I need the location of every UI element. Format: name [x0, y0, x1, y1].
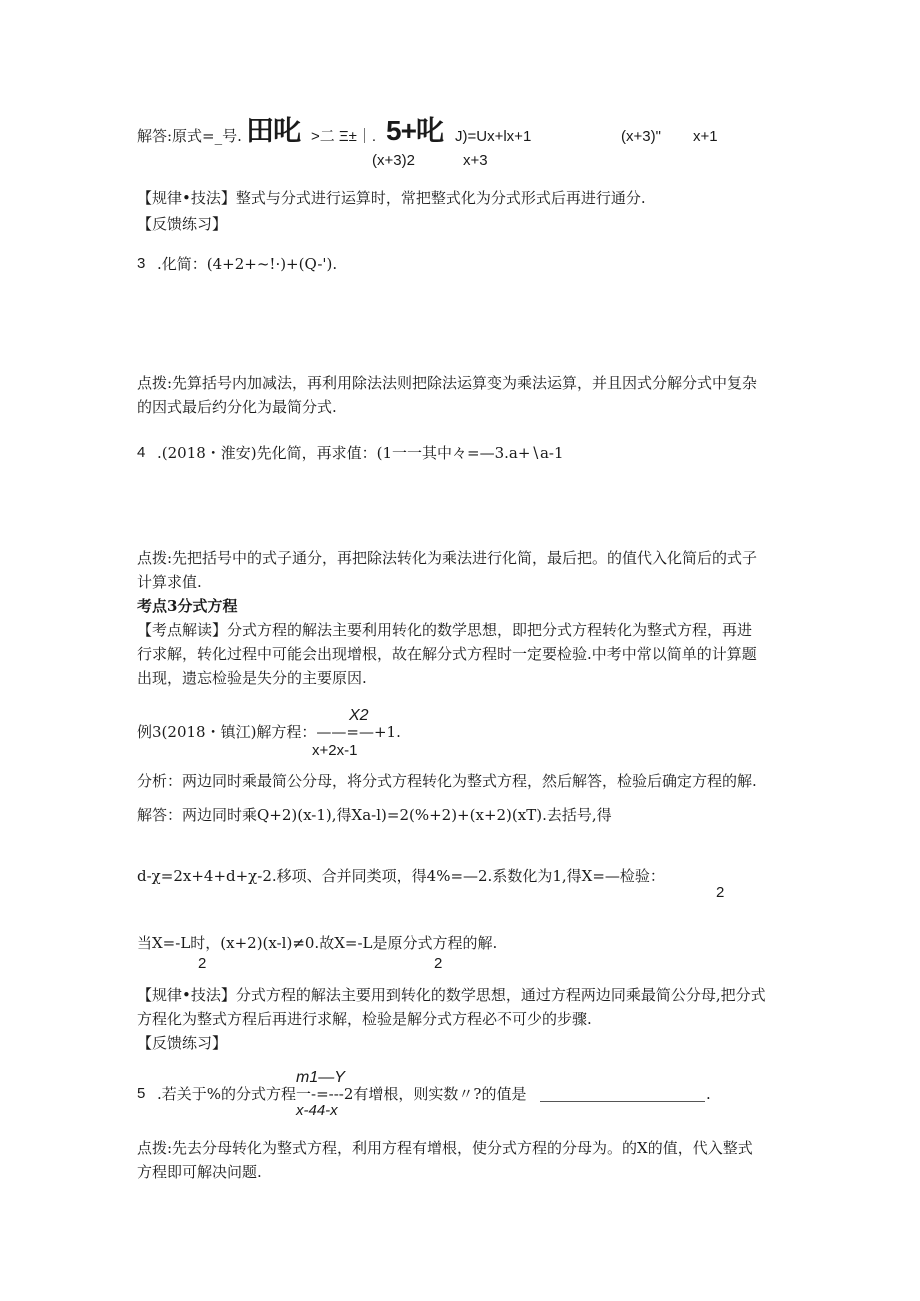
- hint-3-line-1: 点拨:先算括号内加减法，再利用除法法则把除法运算变为乘法运算，并且因式分解分式中复杂: [137, 374, 758, 392]
- feedback-heading-2: 【反馈练习】: [137, 1034, 228, 1052]
- question-5-end: .: [706, 1085, 711, 1103]
- rule-technique-2-line-2: 方程化为整式方程后再进行求解，检验是解分式方程必不可少的步骤.: [137, 1010, 592, 1028]
- check-line: 当X=-L时，(x+2)(x-l)≠0.故X=-L是原分式方程的解.: [137, 934, 498, 952]
- question-3-number: 3: [137, 255, 146, 272]
- question-5-text: .若关于%的分式方程一-=---2有增根，则实数〃?的值是: [157, 1085, 527, 1103]
- key-point-3-reading-2: 行求解，转化过程中可能会出现增根，故在解分式方程时一定要检验.中考中常以简单的计算题: [137, 645, 757, 663]
- feedback-heading-1: 【反馈练习】: [137, 215, 228, 233]
- question-4-text: .(2018・淮安)先化简，再求值：(1一一其中々=—3.a+∖a-1: [157, 444, 564, 462]
- question-3-text: .化简：(4+2+~!·)+(Q-').: [157, 255, 338, 273]
- question-5-answer-blank[interactable]: [540, 1101, 705, 1102]
- solution-big-expr-2: 5+叱: [386, 115, 443, 146]
- question-4-number: 4: [137, 444, 146, 461]
- hint-4-line-1: 点拨:先把括号中的式子通分，再把除法转化为乘法进行化简，最后把。的值代入化简后的式子: [137, 549, 758, 567]
- solution-2-line: 解答：两边同时乘Q+2)(x-1),得Xa-l)=2(%+2)+(x+2)(xT).去括号,得: [137, 806, 612, 824]
- solution-label: 解答:原式=_号.: [137, 127, 242, 145]
- solution-denominator-b: x+3: [463, 152, 488, 169]
- solution-step-denominator: 2: [716, 884, 725, 901]
- hint-5-line-1: 点拨:先去分母转化为整式方程，利用方程有增根，使分式方程的分母为。的X的值，代入整式: [137, 1139, 753, 1157]
- rule-technique-2-line-1: 【规律•技法】分式方程的解法主要用到转化的数学思想，通过方程两边同乘最简公分母,把分式: [137, 986, 766, 1004]
- question-5-numerator: m1—Y: [296, 1069, 345, 1086]
- solution-frac-den: x+1: [693, 128, 718, 145]
- key-point-3-reading-3: 出现，遗忘检验是失分的主要原因.: [137, 669, 367, 687]
- analysis-line: 分析：两边同时乘最简公分母，将分式方程转化为整式方程，然后解答，检验后确定方程的解.: [137, 772, 757, 790]
- solution-big-expr-1: 田叱: [246, 115, 301, 146]
- example-3-denominator: x+2x-1: [312, 742, 358, 759]
- hint-5-line-2: 方程即可解决问题.: [137, 1163, 262, 1181]
- solution-tail-expr: J)=Ux+lx+1: [455, 128, 532, 145]
- key-point-3-heading: 考点3分式方程: [137, 597, 238, 615]
- solution-step-line: d-χ=2x+4+d+χ-2.移项、合并同类项，得4%=—2.系数化为1,得X=—检验：: [137, 867, 665, 885]
- hint-4-line-2: 计算求值.: [137, 573, 202, 591]
- example-3-text: 例3(2018・镇江)解方程：——=—+1.: [137, 723, 401, 741]
- hint-3-line-2: 的因式最后约分化为最简分式.: [137, 398, 337, 416]
- solution-frac-num: (x+3)": [621, 128, 661, 145]
- key-point-3-reading-1: 【考点解读】分式方程的解法主要利用转化的数学思想，即把分式方程转化为整式方程，再进: [137, 621, 753, 639]
- solution-mid-expr: >二 Ξ±｜.: [311, 128, 377, 145]
- check-denominator-2: 2: [434, 955, 443, 972]
- question-5-number: 5: [137, 1085, 146, 1102]
- question-5-denominator: x-44-x: [296, 1102, 338, 1119]
- rule-technique-1: 【规律•技法】整式与分式进行运算时，常把整式化为分式形式后再进行通分.: [137, 189, 646, 207]
- check-denominator-1: 2: [198, 955, 207, 972]
- solution-denominator-a: (x+3)2: [372, 152, 415, 169]
- example-3-numerator: X2: [349, 707, 369, 724]
